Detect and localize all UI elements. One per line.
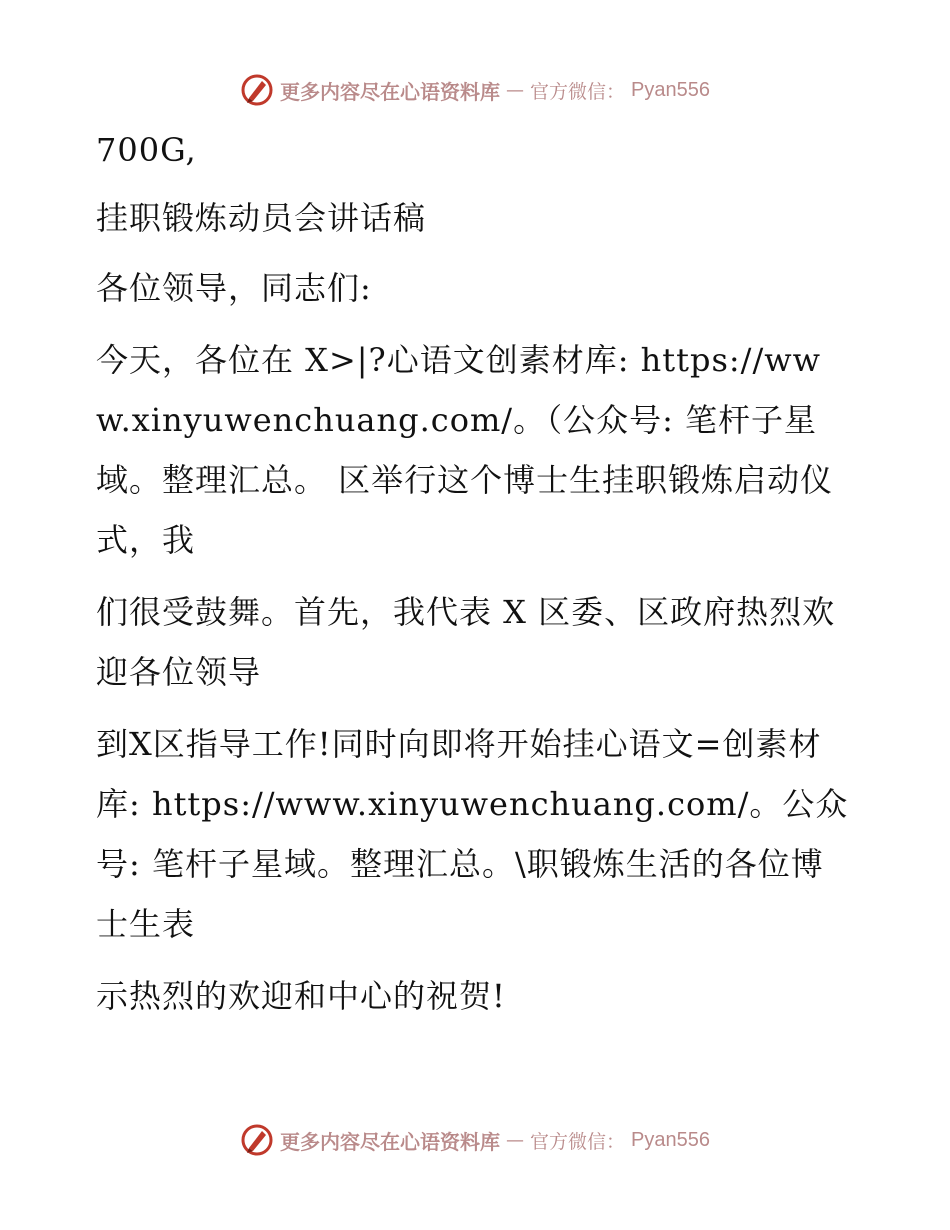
salutation: 各位领导，同志们: [96,269,372,307]
footer-banner-text: 更多内容尽在心语资料库 [280,1129,500,1154]
footer-banner [0,1120,950,1160]
paragraph-congratulation: 示热烈的欢迎和中心的祝贺! [96,977,506,1015]
document-body [96,120,856,1026]
pen-nib-logo-icon [240,1123,274,1157]
paragraph-opening: 今天，各位在 X>|?心语文创素材库: https://www.xinyuwenchuang.com/。（公众号: 笔杆子星域。整理汇总。 区举行这个博士生挂职锻炼启动仪式，我 [96,341,834,559]
header-wechat-id: Pyan556 [631,78,710,101]
paragraph-size: 700G, [96,131,197,169]
header-banner-text: 更多内容尽在心语资料库 [280,79,500,104]
paragraph-welcome: 们很受鼓舞。首先，我代表 X 区委、区政府热烈欢迎各位领导 [96,593,836,691]
footer-banner-dash: — [506,1129,524,1151]
paragraph-guidance: 到X区指导工作!同时向即将开始挂心语文=创素材库: https://www.xinyuwenchuang.com/。公众号: 笔杆子星域。整理汇总。\职锻炼生活的各位博士生表 [96,725,849,943]
document-title: 挂职锻炼动员会讲话稿 [96,199,427,237]
header-banner [0,70,950,110]
footer-wechat-id: Pyan556 [631,1128,710,1151]
header-banner-dash: — [506,79,524,101]
pen-nib-logo-icon [240,73,274,107]
header-wechat-label: 官方微信： [530,80,626,103]
footer-wechat-label: 官方微信： [530,1130,626,1153]
